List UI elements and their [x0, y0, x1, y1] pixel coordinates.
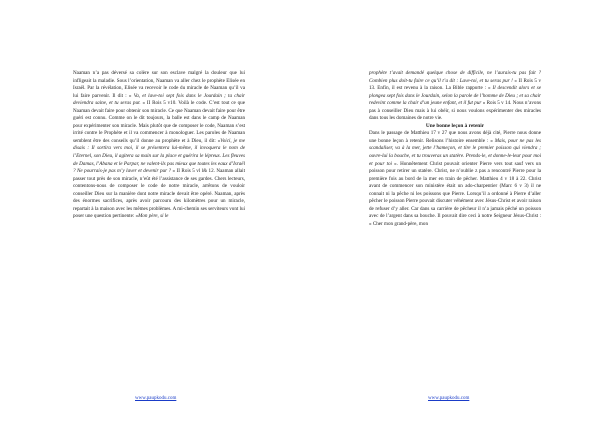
right-page-text [369, 70, 541, 228]
left-paragraph [73, 70, 245, 221]
section-heading: Une bonne leçon à retenir [425, 122, 485, 129]
quote-italic: Mon père, si le [138, 213, 169, 220]
text-run: » II Rois 5 v10. Voilà le code. C’est tout ce que Naaman devait faire pour obtenir son miracle. Ce que Naaman devait faire pour être guéri est connu. Comme on le dit toujours, la balle est dans le camp de Naaman pour expérimenter son miracle. Mais plutôt que de composer le code, Naaman s’est irrité contre le Prophète et il va commencer à monologuer. Les paroles de Naaman semblent être des conseils qu’il donne au prophète et à Dieu, il dit: « [73, 100, 245, 144]
quote-italic: Mais, pour ne pas les scandaliser, va à la mer, jette l’hameçon, et tire le premier poisson qui viendra ; ouvre-lui la bouche, et tu trouveras un statère. Prends-le, et donne-le-leur pour moi et pour toi [369, 137, 541, 167]
left-page-text [73, 70, 245, 221]
footer-link-left[interactable]: www.paupkodu.com [135, 396, 177, 401]
right-paragraph [369, 70, 541, 123]
text-run: » Rois 5 v 14. Nous n’avons pas à conseiller Dieu mais à lui obéir, si nous voulons expérimenter des miracles dans tous les domaines de notre vie. [369, 100, 541, 122]
quote-italic: prophète t’avait demandé quelque chose de difficile, ne l’aurais-tu pas fait ? Combien plus doit-tu faire ce qu’il t’a dit : Lave-toi, et tu seras pur ! [369, 70, 541, 84]
quote-italic: Il descendit alors et se plongea sept fois dans le Jourdain, selon la parole de l’homme de Dieu ; et sa chair redevint comme la chair d’un jeune enfant, et il fut pur [369, 85, 541, 107]
quote-italic: Voici, je me disais : Il sortira vers moi, il se présentera lui-même, il invoquera le nom de l’Eternel, son Dieu, il agitera sa main sur la place et guérira le lépreux. Les fleuves de Damas, l’Abana et le Parpar, ne valent-ils pas mieux que toutes les eaux d’Israël ? Ne pourrais-je pas m’y laver et devenir pur ? [73, 137, 245, 175]
text-run: Naaman n’a pas déversé sa colère sur son esclave malgré la douleur que lui infligeait la maladie. Sous l’orientation, Naaman va aller chez le prophète Elisée en Israël. Par la révélation, Elisée va recevoir le code du miracle de Naaman qu’il va lui faire parvenir. Il dit : « [73, 70, 245, 99]
text-run: ». Honnêtement Christ pouvait orienter Pierre vers tout sauf vers un poisson pour retirer un statère. Christ, ne n’oublie z pas a rencontré Pierre pour la première fois au bord de la mer en train de pêcher. Matthieu 4 v 18 à 22. Christ avant de commencer son ministère était un ado-charpentier (Marc 6 v 3) il ne connait ni la pêche ni les poissons que Pierre. Lorsqu’il a ordonné à Pierre d’aller pêcher le poisson Pierre pouvait discuter véhément avec Jésus-Christ et avoir raison de refuser d’y aller. Car dans sa carrière de pêcheur il n’a jamais pêché un poisson avec de l’argent dans sa bouche. Il pouvait dire ceci à notre Seigneur Jésus-Christ : « Cher mon grand-père, mon [369, 160, 541, 227]
text-run: » II Rois 5 v 13. Enfin, il est revenu à la raison. La Bible rapporte : « [369, 77, 541, 92]
text-run: Dans le passage de Matthieu 17 v 27 que nous avons déjà cité, Pierre nous donne une bonne leçon à retenir. Relisons l’histoire ensemble : « [369, 130, 541, 144]
quote-italic: Va, et lave-toi sept fois dans le Jourdain ; ta chair deviendra saine, et tu seras pur. [73, 92, 245, 107]
right-paragraph [369, 130, 541, 228]
text-run: » II Rois 5 vl l& 12. Naaman allait passer tout près de son miracle, n’eût été l’assistance de ses gardes. Chers lecteurs, contentons-nous de composer le code de notre miracle, arrêtons de vouloir conseiller Dieu sur la manière dont notre miracle devait être opéré. Naaman, après des énormes sacrifices, après avoir parcouru des kilomètres pour un miracle, repartait à la maison avec les mêmes problèmes. A mi-chemin ses serviteurs vont lui poser une question pertinente: « [73, 168, 245, 220]
footer-link-right[interactable]: www.paupkodu.com [428, 396, 470, 401]
